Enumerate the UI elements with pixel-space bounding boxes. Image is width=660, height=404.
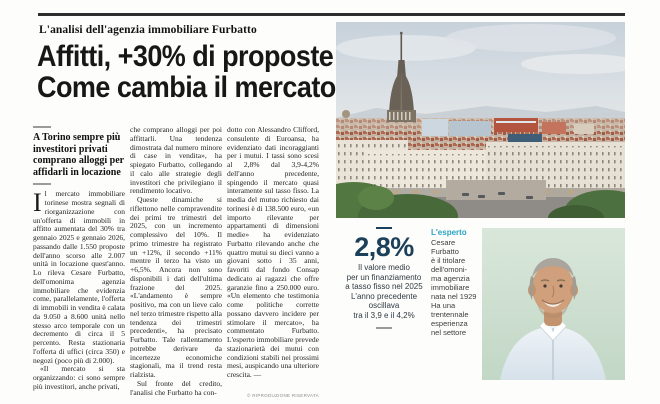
expert-line: esperienza [431,319,468,328]
standfirst: A Torino sempre più investitori privati comprano alloggi per affidarli in locazione [33,132,124,178]
expert-line: immobiliare [431,283,470,292]
headline-line-1: Affitti, +30% di proposte [37,40,334,73]
paragraph: «Il mercato si sta organizzando: ci sono sempre più investitori, anche privati, [33,364,125,391]
paragraph: l mercato immobiliare torinese mostra segnali di riorganizzazione con un'offerta di immobili in affitto aumentata del 30% tra gennaio 2025 e gennaio 2026, passando dalle 1.550 proposte dell'anno scorso alle 2.007 unità in locazione quest'anno. Lo rileva Cesare Furbatto, dell'omonima agenzia immobiliare che evidenzia come, parallelamente, l'offerta di immobili in vendita è calata da 9.050 a 8.600 unità nello stesso arco temporale con un decremento di circa il 5 percento. Resta stazionaria l'offerta di uffici (circa 350) e negozi (poco più di 2.000). [33,189,125,365]
paragraph: che comprano alloggi per poi affittarli. Una tendenza dimostrata dal numero minore di case in vendita», ha spiegato Furbatto, collegando il calo alle strategie degli investitori che privilegiano il rendimento locativo. [130,125,222,196]
headline-line-2: Come cambia il mercato [37,71,336,104]
turin-cityscape-illustration [336,22,625,218]
stat-caption [336,263,432,321]
kicker: L'analisi dell'agenzia immobiliare Furbatto [39,24,257,36]
expert-line: dell'omoni- [431,265,468,274]
turin-cityscape-photo [336,22,625,218]
article-column-3 [227,126,319,398]
top-rule [38,13,625,16]
stat-caption-line: oscillava [368,301,400,311]
stat-caption-line: tra il 3,9 e il 4,2% [353,310,415,320]
stat-rule-bottom [376,327,392,329]
expert-line: nata nel 1929 [431,292,477,301]
expert-line: è il titolare [431,256,466,265]
stat-rule-top [376,227,392,229]
standfirst-rule-bottom [33,183,51,185]
paragraph: dotto con Alessandro Clifford, consulente di Euroansa, ha evidenziato dati incoraggianti per i mutui. I tassi sono scesi al 2,8% dal 3,9-4,2% dell'anno precedente, spingendo il mercato quasi interamente sul tasso fisso. La media del mutuo richiesto dai torinesi è di 138.500 euro, «un importo rilevante per appartamenti di dimensioni medie» ha evidenziato Furbatto rilevando anche che quattro mutui su dieci vanno a giovani sotto i 35 anni, favoriti dal fondo Consap dedicato ai ragazzi che offre garanzie fino a 250.000 euro. «Un elemento che testimonia come politiche corrette possano davvero incidere per stimolare il mercato», ha commentato Furbatto. L'esperto immobiliare prevede stazionarietà dei mutui con condizioni stabili nei prossimi mesi, auspicando una ulteriore crescita. — [227,125,319,379]
expert-portrait-illustration [482,228,625,380]
drop-cap: I [33,188,42,218]
expert-line: trentennale [431,310,469,319]
paragraph: Sul fronte del credito, l'analisi che Furbatto ha con- [130,378,222,397]
copyright-notice: © RIPRODUZIONE RISERVATA [247,392,319,398]
body-text-col1 [33,190,125,391]
paragraph: Queste dinamiche si riflettono nelle compravendite dei primi tre trimestri del 2025, con un incremento complessivo del 10%. Il primo trimestre ha registrato un +12%, il secondo +11% mentre il terzo ha visto un +6,5%. Ancora non sono disponibili i dati dell'ultima frazione del 2025. «L'andamento è sempre positivo, ma con un lieve calo nel terzo trimestre rispetto alla tendenza dei trimestri precedenti», ha precisato Furbatto. Tale rallentamento potrebbe derivare da incertezze economiche stagionali, ma il trend resta rialzista. [130,195,222,379]
body-text-col2 [130,126,222,397]
expert-line: Ha una [431,301,456,310]
standfirst-rule-top [33,126,51,128]
headline [37,41,369,103]
expert-line: nel settore [431,328,467,337]
stat-caption-line: per un finanziamento [346,272,422,282]
stat-caption-line: a tasso fisso nel 2025 [345,282,423,292]
expert-line: ma agenzia [431,274,470,283]
expert-portrait-photo [482,228,625,380]
article-column-2 [130,126,222,397]
body-text-col3 [227,126,319,380]
expert-label: L'esperto [431,228,467,237]
stat-caption-line: L'anno precedente [350,291,418,301]
stat-value: 2,8% [354,232,414,262]
expert-line: Cesare [431,238,456,247]
expert-line: Furbatto [431,247,459,256]
stat-caption-line: Il valore medio [357,263,411,272]
article-column-1 [33,126,125,392]
expert-sidebar [431,228,483,337]
stat-block [336,227,432,329]
